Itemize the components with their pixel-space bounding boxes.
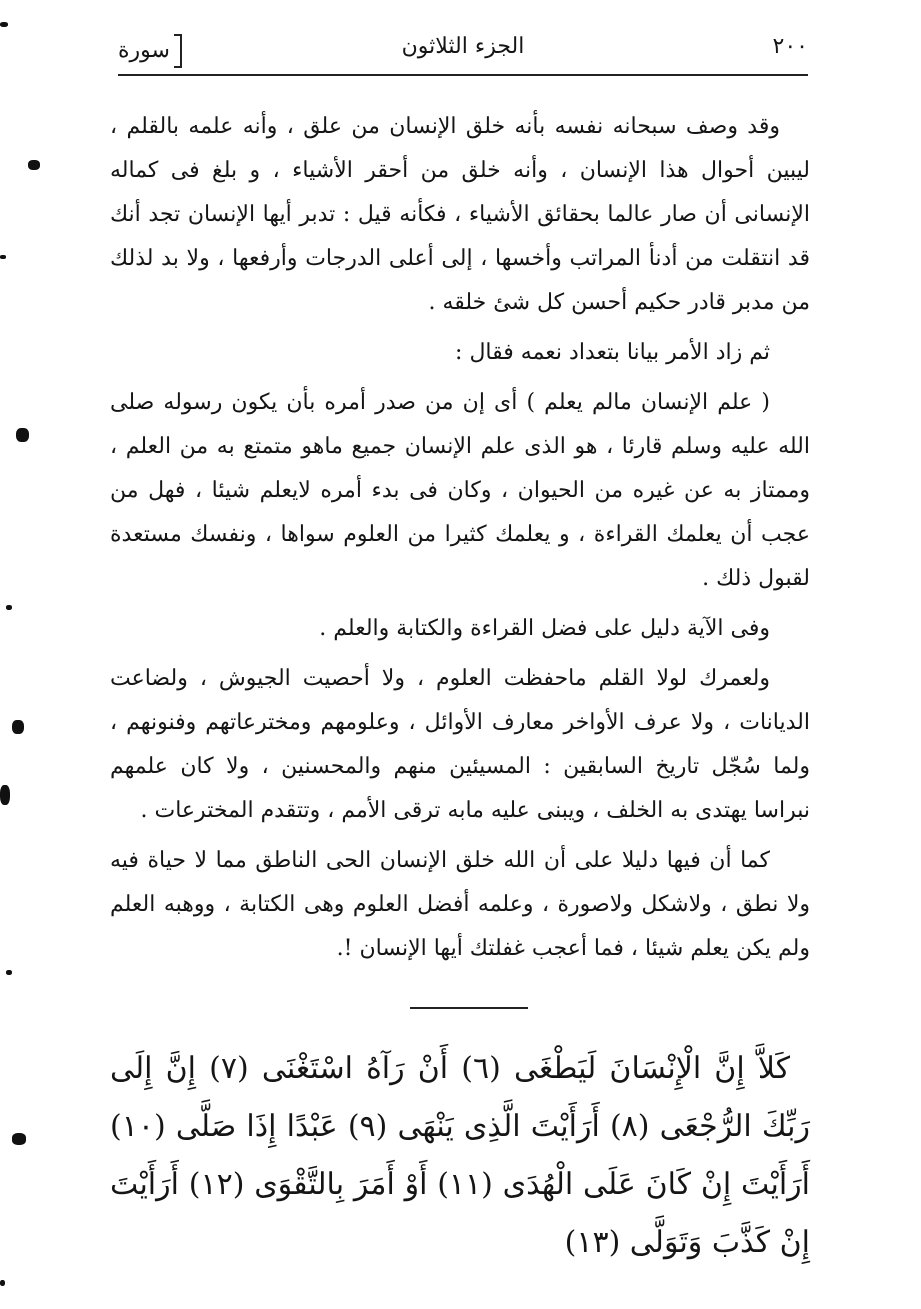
paragraph: كما أن فيها دليلا على أن الله خلق الإنسان الحى الناطق مما لا حياة فيه ولا نطق ، ولاشكل ولاصورة ، وعلمه أفضل العلوم وهى الكتابة ، ووهبه العلم ولم يكن يعلم شيئا ، فما أعجب غفلتك أيها الإنسان !. (110, 848, 810, 961)
scan-mark (12, 1133, 26, 1145)
scan-mark (0, 1280, 5, 1286)
scan-mark (0, 785, 10, 805)
scan-mark (16, 428, 29, 442)
part-title: الجزء الثلاثون (401, 34, 525, 59)
paragraph: ( علم الإنسان مالم يعلم ) أى إن من صدر أمره بأن يكون رسوله صلى الله عليه وسلم قارئا ، هو الذى علم الإنسان جميع ماهو متمتع به من العلم ، وممتاز به عن غيره من الحيوان ، وكان فى بدء أمره لايعلم شيئا ، فهل من عجب أن يعلمك القراءة ، و يعلمك كثيرا من العلوم سواها ، ونفسك مستعدة لقبول ذلك . (110, 390, 810, 591)
paragraph: ولعمرك لولا القلم ماحفظت العلوم ، ولا أحصيت الجيوش ، ولضاعت الديانات ، ولا عرف الأواخر معارف الأوائل ، وعلومهم ومخترعاتهم وفنونهم ، ولما سُجّل تاريخ السابقين : المسيئين منهم والمحسنين ، ولا كان علمهم نبراسا يهتدى به الخلف ، ويبنى عليه مابه ترقى الأمم ، وتتقدم المخترعات . (110, 666, 810, 823)
paragraph: وفى الآية دليل على فضل القراءة والكتابة والعلم . (319, 616, 770, 641)
commentary-text (110, 105, 810, 977)
sura-label (118, 34, 182, 68)
paragraph: وقد وصف سبحانه نفسه بأنه خلق الإنسان من علق ، وأنه علمه بالقلم ، ليبين أحوال هذا الإنسان ، وأنه خلق من أحقر الأشياء ، و بلغ فى كماله الإنسانى أن صار عالما بحقائق الأشياء ، فكأنه قيل : تدبر أيها الإنسان تجد أنك قد انتقلت من أدنأ المراتب وأخسها ، إلى أعلى الدرجات وأرفعها ، ولا بد لذلك من مدبر قادر حكيم أحسن كل شئ خلقه . (110, 114, 810, 315)
verses-text: كَلاَّ إِنَّ الْإِنْسَانَ لَيَطْغَى (٦) أَنْ رَآهُ اسْتَغْنَى (٧) إِنَّ إِلَى رَبِّكَ الرُّجْعَى (٨) أَرَأَيْتَ الَّذِى يَنْهَى (٩) عَبْدًا إِذَا صَلَّى (١٠) أَرَأَيْتَ إِنْ كَانَ عَلَى الْهُدَى (١١) أَوْ أَمَرَ بِالتَّقْوَى (١٢) أَرَأَيْتَ إِنْ كَذَّبَ وَتَوَلَّى (١٣) (110, 1051, 810, 1260)
scan-mark (28, 160, 40, 170)
scan-mark (0, 255, 6, 259)
sura-label-text: سورة (118, 38, 170, 63)
page-number: ٢٠٠ (772, 34, 808, 59)
bracket-mark (174, 34, 182, 68)
scan-mark (6, 970, 12, 975)
paragraph: ثم زاد الأمر بيانا بتعداد نعمه فقال : (455, 340, 770, 365)
scan-mark (6, 605, 12, 610)
scan-mark (0, 22, 8, 27)
scan-mark (12, 720, 24, 734)
page-header (118, 30, 808, 76)
quran-verses (110, 1040, 810, 1272)
section-divider (410, 1007, 528, 1009)
